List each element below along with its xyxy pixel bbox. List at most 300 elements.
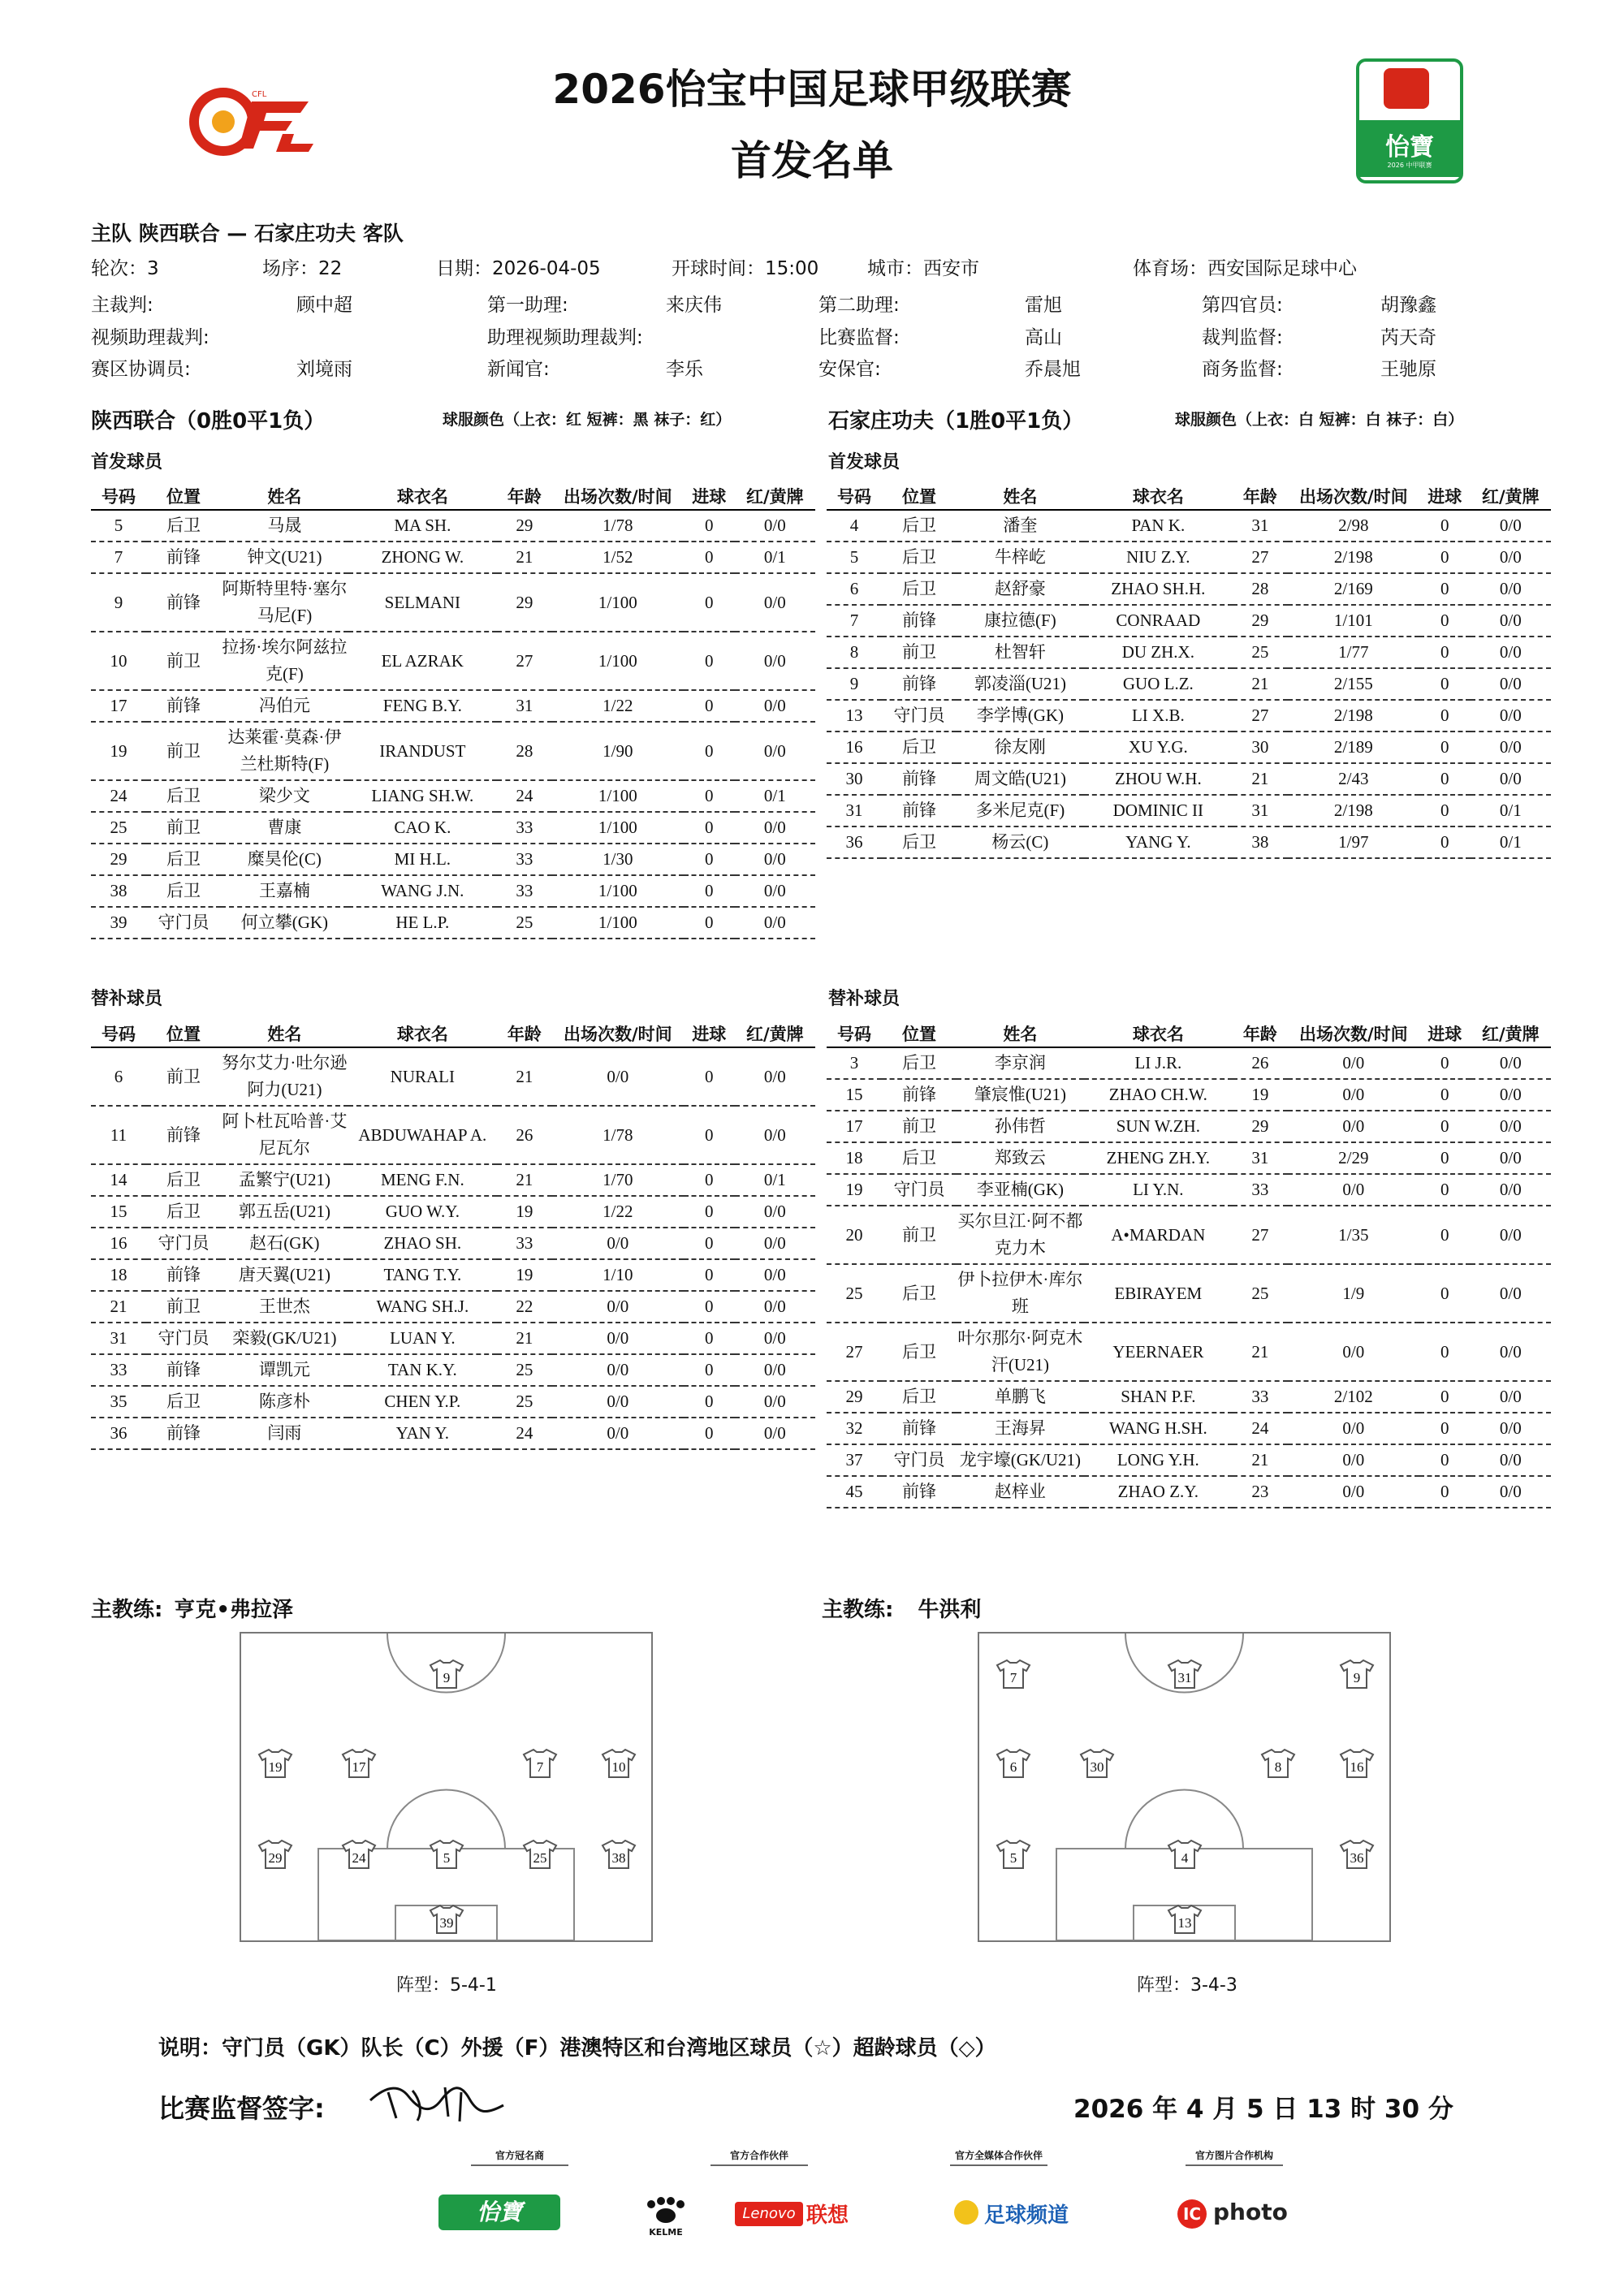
table-row bbox=[827, 1111, 1551, 1142]
column-header: 出场次数/时间 bbox=[1288, 1021, 1419, 1047]
table-cell: 阿卜杜瓦哈普·艾尼瓦尔 bbox=[221, 1106, 348, 1164]
table-cell: 冯伯元 bbox=[221, 690, 348, 722]
sponsor-category: 官方全媒体合作伙伴 bbox=[954, 2150, 1043, 2161]
column-header: 进球 bbox=[1419, 1021, 1471, 1047]
table-cell: 1/100 bbox=[552, 632, 684, 690]
jersey-icon bbox=[996, 1659, 1031, 1690]
home-subs-table bbox=[91, 1021, 815, 1450]
jersey-icon bbox=[522, 1839, 558, 1870]
table-cell: 多米尼克(F) bbox=[957, 795, 1084, 826]
table-row bbox=[91, 1196, 815, 1228]
table-row bbox=[91, 875, 815, 907]
table-cell: 0/0 bbox=[1288, 1174, 1419, 1206]
table-cell: 0 bbox=[684, 573, 735, 632]
table-row bbox=[827, 1206, 1551, 1264]
table-cell: 0/0 bbox=[552, 1291, 684, 1323]
table-cell: 31 bbox=[497, 690, 552, 722]
supervisor-signature bbox=[364, 2076, 510, 2126]
official-name: 顾中超 bbox=[296, 295, 352, 316]
table-row bbox=[91, 1106, 815, 1164]
table-row bbox=[91, 632, 815, 690]
table-cell: 0 bbox=[684, 1106, 735, 1164]
table-cell: 27 bbox=[827, 1323, 882, 1381]
table-cell: 18 bbox=[91, 1259, 146, 1291]
table-cell: 0/0 bbox=[735, 1047, 815, 1106]
table-cell: 0 bbox=[1419, 510, 1471, 542]
table-cell: 6 bbox=[91, 1047, 146, 1106]
column-header: 球衣名 bbox=[348, 1021, 497, 1047]
table-cell: 7 bbox=[827, 605, 882, 637]
home-coach-name: 亨克•弗拉泽 bbox=[174, 1598, 294, 1622]
table-cell: 前锋 bbox=[146, 1418, 221, 1449]
table-row bbox=[91, 542, 815, 573]
football-channel-icon bbox=[954, 2200, 978, 2225]
table-row bbox=[91, 907, 815, 939]
table-cell: 1/100 bbox=[552, 812, 684, 844]
table-cell: 0/0 bbox=[1288, 1079, 1419, 1111]
match-number: 场序：22 bbox=[262, 258, 343, 279]
table-cell: 前锋 bbox=[882, 1413, 957, 1444]
table-cell: 36 bbox=[827, 826, 882, 858]
table-cell: SELMANI bbox=[348, 573, 497, 632]
table-cell: 31 bbox=[91, 1323, 146, 1354]
table-cell: 后卫 bbox=[146, 844, 221, 875]
table-cell: 后卫 bbox=[146, 780, 221, 812]
jersey-icon bbox=[1339, 1659, 1375, 1690]
table-cell: EL AZRAK bbox=[348, 632, 497, 690]
table-cell: 0/0 bbox=[1471, 637, 1551, 668]
yibao-logo bbox=[1356, 58, 1463, 183]
table-cell: 0/1 bbox=[735, 1164, 815, 1196]
sponsor-lianxiang: 联想 bbox=[806, 2203, 849, 2228]
table-cell: 21 bbox=[1233, 1444, 1288, 1476]
table-cell: 0/0 bbox=[552, 1354, 684, 1386]
table-cell: LI X.B. bbox=[1084, 700, 1233, 732]
away-subs-table bbox=[827, 1021, 1551, 1508]
jersey-number: 24 bbox=[352, 1850, 366, 1866]
table-cell: DOMINIC II bbox=[1084, 795, 1233, 826]
table-cell: 0 bbox=[684, 1047, 735, 1106]
table-cell: 33 bbox=[91, 1354, 146, 1386]
table-row bbox=[91, 1259, 815, 1291]
table-cell: 糜昊伦(C) bbox=[221, 844, 348, 875]
jersey-number: 6 bbox=[1009, 1759, 1017, 1775]
home-coach-label: 主教练: bbox=[91, 1598, 163, 1622]
table-cell: 0 bbox=[684, 722, 735, 780]
table-cell: 后卫 bbox=[882, 542, 957, 573]
jersey-icon bbox=[1339, 1748, 1375, 1779]
column-header: 进球 bbox=[684, 1021, 735, 1047]
table-cell: 1/70 bbox=[552, 1164, 684, 1196]
table-cell: 20 bbox=[827, 1206, 882, 1264]
table-row bbox=[91, 1047, 815, 1106]
table-cell: ZHONG W. bbox=[348, 542, 497, 573]
table-row bbox=[827, 1413, 1551, 1444]
table-cell: 0/0 bbox=[1471, 1206, 1551, 1264]
table-cell: NURALI bbox=[348, 1047, 497, 1106]
table-cell: 郭凌淄(U21) bbox=[957, 668, 1084, 700]
table-cell: 9 bbox=[91, 573, 146, 632]
match-date: 日期：2026-04-05 bbox=[436, 258, 601, 279]
table-cell: 25 bbox=[91, 812, 146, 844]
table-cell: 栾毅(GK/U21) bbox=[221, 1323, 348, 1354]
table-cell: 15 bbox=[827, 1079, 882, 1111]
table-cell: 1/100 bbox=[552, 875, 684, 907]
table-cell: 0 bbox=[684, 875, 735, 907]
table-cell: FENG B.Y. bbox=[348, 690, 497, 722]
table-cell: 0 bbox=[684, 542, 735, 573]
table-header-row bbox=[827, 483, 1551, 510]
table-row bbox=[827, 1381, 1551, 1413]
column-header: 姓名 bbox=[221, 1021, 348, 1047]
official-role: 第一助理: bbox=[487, 295, 568, 316]
table-cell: WANG J.N. bbox=[348, 875, 497, 907]
jersey-icon bbox=[1167, 1659, 1203, 1690]
official-name: 雷旭 bbox=[1025, 295, 1062, 316]
jersey-number: 38 bbox=[611, 1850, 626, 1866]
sign-datetime: 2026 年 4 月 5 日 13 时 30 分 bbox=[1073, 2095, 1453, 2124]
kickoff-time: 开球时间：15:00 bbox=[672, 258, 819, 279]
table-cell: 后卫 bbox=[882, 1381, 957, 1413]
sponsor-category-rule bbox=[471, 2164, 568, 2166]
table-cell: 0/0 bbox=[1288, 1323, 1419, 1381]
table-cell: 27 bbox=[1233, 700, 1288, 732]
table-cell: 15 bbox=[91, 1196, 146, 1228]
jersey-icon bbox=[429, 1904, 464, 1935]
official-role: 安保官: bbox=[818, 359, 881, 380]
table-cell: 24 bbox=[1233, 1413, 1288, 1444]
column-header: 姓名 bbox=[957, 483, 1084, 510]
table-cell: 17 bbox=[91, 690, 146, 722]
table-cell: 25 bbox=[1233, 1264, 1288, 1323]
table-cell: 0 bbox=[1419, 1476, 1471, 1508]
table-cell: 前锋 bbox=[146, 1106, 221, 1164]
jersey-icon bbox=[1079, 1748, 1115, 1779]
home-starters-label: 首发球员 bbox=[91, 452, 163, 473]
table-cell: 25 bbox=[497, 1386, 552, 1418]
table-row bbox=[91, 1418, 815, 1449]
table-cell: 0 bbox=[684, 1164, 735, 1196]
sponsor-category: 官方合作伙伴 bbox=[729, 2150, 788, 2161]
table-cell: 1/35 bbox=[1288, 1206, 1419, 1264]
table-cell: 0 bbox=[1419, 605, 1471, 637]
table-cell: 9 bbox=[827, 668, 882, 700]
table-cell: 0/0 bbox=[1471, 605, 1551, 637]
jersey-icon bbox=[1167, 1839, 1203, 1870]
official-role: 主裁判: bbox=[91, 295, 153, 316]
table-cell: 35 bbox=[91, 1386, 146, 1418]
column-header: 位置 bbox=[882, 483, 957, 510]
kelme-text: KELME bbox=[649, 2227, 683, 2238]
jersey-number: 36 bbox=[1350, 1850, 1364, 1866]
column-header: 位置 bbox=[146, 1021, 221, 1047]
table-cell: 1/78 bbox=[552, 1106, 684, 1164]
table-cell: 徐友刚 bbox=[957, 732, 1084, 763]
table-row bbox=[827, 1323, 1551, 1381]
official-role: 裁判监督: bbox=[1202, 327, 1283, 348]
table-row bbox=[91, 1323, 815, 1354]
table-cell: 0 bbox=[1419, 1142, 1471, 1174]
yibao-logo-caption: 2026 中甲联赛 bbox=[1387, 162, 1432, 169]
table-row bbox=[91, 1386, 815, 1418]
official-role: 视频助理裁判: bbox=[91, 327, 209, 348]
jersey-icon bbox=[429, 1659, 464, 1690]
table-cell: 0/0 bbox=[1471, 1444, 1551, 1476]
document-subtitle: 首发名单 bbox=[731, 137, 893, 184]
home-coach bbox=[91, 1593, 293, 1623]
table-cell: 1/97 bbox=[1288, 826, 1419, 858]
cfl-logo bbox=[187, 85, 317, 158]
table-row bbox=[91, 1354, 815, 1386]
column-header: 姓名 bbox=[221, 483, 348, 510]
table-cell: 33 bbox=[497, 812, 552, 844]
table-cell: 21 bbox=[91, 1291, 146, 1323]
table-cell: 24 bbox=[497, 1418, 552, 1449]
table-row bbox=[827, 1444, 1551, 1476]
table-cell: 孟繁宁(U21) bbox=[221, 1164, 348, 1196]
away-coach bbox=[822, 1593, 981, 1623]
table-cell: 29 bbox=[827, 1381, 882, 1413]
table-cell: 后卫 bbox=[882, 1142, 957, 1174]
table-cell: 0/0 bbox=[1471, 1264, 1551, 1323]
table-cell: 0/0 bbox=[552, 1228, 684, 1259]
table-cell: 16 bbox=[91, 1228, 146, 1259]
table-cell: 王嘉楠 bbox=[221, 875, 348, 907]
table-cell: 李京润 bbox=[957, 1047, 1084, 1079]
column-header: 红/黄牌 bbox=[735, 483, 815, 510]
table-cell: 0/0 bbox=[1288, 1476, 1419, 1508]
jersey-number: 30 bbox=[1090, 1759, 1104, 1775]
signature-label: 比赛监督签字: bbox=[158, 2093, 325, 2124]
table-cell: LIANG SH.W. bbox=[348, 780, 497, 812]
table-row bbox=[827, 668, 1551, 700]
table-cell: 0/0 bbox=[735, 1291, 815, 1323]
table-cell: ZHAO SH. bbox=[348, 1228, 497, 1259]
table-cell: 0/0 bbox=[735, 1259, 815, 1291]
table-cell: YAN Y. bbox=[348, 1418, 497, 1449]
table-cell: 0/0 bbox=[735, 875, 815, 907]
table-cell: 杨云(C) bbox=[957, 826, 1084, 858]
table-cell: 0 bbox=[684, 1323, 735, 1354]
table-row bbox=[827, 1174, 1551, 1206]
table-cell: 8 bbox=[827, 637, 882, 668]
table-cell: 0 bbox=[684, 1386, 735, 1418]
table-cell: 0 bbox=[1419, 1206, 1471, 1264]
table-cell: LI J.R. bbox=[1084, 1047, 1233, 1079]
table-cell: 0/0 bbox=[1471, 1174, 1551, 1206]
column-header: 红/黄牌 bbox=[1471, 1021, 1551, 1047]
table-cell: 2/29 bbox=[1288, 1142, 1419, 1174]
table-cell: 守门员 bbox=[882, 1444, 957, 1476]
table-cell: 26 bbox=[497, 1106, 552, 1164]
table-cell: 0 bbox=[1419, 700, 1471, 732]
table-cell: 1/22 bbox=[552, 1196, 684, 1228]
column-header: 球衣名 bbox=[1084, 483, 1233, 510]
jersey-icon bbox=[341, 1839, 377, 1870]
table-cell: 肇宸惟(U21) bbox=[957, 1079, 1084, 1111]
table-cell: 33 bbox=[1233, 1174, 1288, 1206]
jersey-number: 10 bbox=[611, 1759, 626, 1775]
table-cell: 0/0 bbox=[1471, 510, 1551, 542]
table-cell: 28 bbox=[497, 722, 552, 780]
table-cell: 0 bbox=[1419, 637, 1471, 668]
table-cell: 前锋 bbox=[146, 542, 221, 573]
jersey-icon bbox=[1167, 1904, 1203, 1935]
jersey-number: 25 bbox=[533, 1850, 547, 1866]
table-cell: 郭五岳(U21) bbox=[221, 1196, 348, 1228]
jersey-icon bbox=[522, 1748, 558, 1779]
table-row bbox=[91, 690, 815, 722]
table-cell: 29 bbox=[497, 510, 552, 542]
official-name: 刘境雨 bbox=[296, 359, 352, 380]
sponsor-category: 官方图片合作机构 bbox=[1194, 2150, 1273, 2161]
table-cell: 1/52 bbox=[552, 542, 684, 573]
table-cell: 李学博(GK) bbox=[957, 700, 1084, 732]
table-cell: 19 bbox=[1233, 1079, 1288, 1111]
jersey-number: 19 bbox=[268, 1759, 283, 1775]
away-coach-name: 牛洪利 bbox=[918, 1598, 982, 1622]
table-cell: 后卫 bbox=[146, 510, 221, 542]
official-role: 新闻官: bbox=[487, 359, 550, 380]
table-cell: 0/0 bbox=[735, 573, 815, 632]
table-cell: 2/43 bbox=[1288, 763, 1419, 795]
table-cell: 1/77 bbox=[1288, 637, 1419, 668]
table-cell: 前卫 bbox=[146, 1047, 221, 1106]
table-cell: 0/0 bbox=[735, 1228, 815, 1259]
table-row bbox=[827, 700, 1551, 732]
table-cell: 1/100 bbox=[552, 573, 684, 632]
table-cell: 2/98 bbox=[1288, 510, 1419, 542]
table-row bbox=[827, 795, 1551, 826]
table-cell: YEERNAER bbox=[1084, 1323, 1233, 1381]
table-cell: 0/0 bbox=[552, 1323, 684, 1354]
sponsor-category-rule bbox=[950, 2164, 1047, 2166]
official-name: 王驰原 bbox=[1380, 359, 1436, 380]
table-cell: LI Y.N. bbox=[1084, 1174, 1233, 1206]
stadium: 体育场：西安国际足球中心 bbox=[1133, 258, 1357, 279]
document-title: 2026怡宝中国足球甲级联赛 bbox=[552, 66, 1072, 113]
table-cell: 0/0 bbox=[735, 1418, 815, 1449]
jersey-icon bbox=[601, 1839, 637, 1870]
table-cell: 0 bbox=[1419, 1079, 1471, 1111]
table-cell: ZHAO Z.Y. bbox=[1084, 1476, 1233, 1508]
table-cell: 30 bbox=[1233, 732, 1288, 763]
table-cell: 0 bbox=[684, 1259, 735, 1291]
table-cell: CAO K. bbox=[348, 812, 497, 844]
table-cell: 21 bbox=[1233, 668, 1288, 700]
table-cell: PAN K. bbox=[1084, 510, 1233, 542]
table-header-row bbox=[91, 483, 815, 510]
jersey-icon bbox=[257, 1839, 293, 1870]
table-row bbox=[827, 637, 1551, 668]
table-cell: 前锋 bbox=[882, 763, 957, 795]
table-cell: 牛梓屹 bbox=[957, 542, 1084, 573]
table-cell: MI H.L. bbox=[348, 844, 497, 875]
table-cell: 31 bbox=[827, 795, 882, 826]
table-cell: 梁少文 bbox=[221, 780, 348, 812]
official-name: 胡豫鑫 bbox=[1380, 295, 1436, 316]
table-row bbox=[827, 510, 1551, 542]
table-cell: GUO W.Y. bbox=[348, 1196, 497, 1228]
table-cell: 21 bbox=[497, 1164, 552, 1196]
table-cell: 0 bbox=[684, 1196, 735, 1228]
table-cell: YANG Y. bbox=[1084, 826, 1233, 858]
table-cell: 6 bbox=[827, 573, 882, 605]
table-cell: 1/22 bbox=[552, 690, 684, 722]
jersey-number: 9 bbox=[1353, 1670, 1361, 1685]
table-row bbox=[827, 826, 1551, 858]
table-cell: 后卫 bbox=[882, 510, 957, 542]
table-cell: 19 bbox=[497, 1196, 552, 1228]
table-cell: 0/1 bbox=[1471, 826, 1551, 858]
table-header-row bbox=[91, 1021, 815, 1047]
table-cell: 0 bbox=[1419, 1323, 1471, 1381]
table-cell: 李亚楠(GK) bbox=[957, 1174, 1084, 1206]
table-cell: 0/0 bbox=[552, 1418, 684, 1449]
sponsor-category-rule bbox=[710, 2164, 808, 2166]
table-cell: 37 bbox=[827, 1444, 882, 1476]
official-role: 赛区协调员: bbox=[91, 359, 191, 380]
jersey-icon bbox=[429, 1839, 464, 1870]
table-cell: 0 bbox=[684, 632, 735, 690]
table-cell: 21 bbox=[497, 1047, 552, 1106]
table-cell: 赵梓业 bbox=[957, 1476, 1084, 1508]
official-role: 比赛监督: bbox=[818, 327, 900, 348]
jersey-icon bbox=[1260, 1748, 1296, 1779]
table-cell: 孙伟哲 bbox=[957, 1111, 1084, 1142]
table-cell: 0/0 bbox=[1471, 1079, 1551, 1111]
column-header: 进球 bbox=[684, 483, 735, 510]
column-header: 出场次数/时间 bbox=[552, 1021, 684, 1047]
table-cell: 叶尔那尔·阿克木汗(U21) bbox=[957, 1323, 1084, 1381]
table-row bbox=[827, 1264, 1551, 1323]
table-cell: 0 bbox=[684, 1354, 735, 1386]
table-cell: 30 bbox=[827, 763, 882, 795]
jersey-number: 31 bbox=[1177, 1670, 1192, 1685]
table-cell: 0/1 bbox=[735, 542, 815, 573]
table-cell: 康拉德(F) bbox=[957, 605, 1084, 637]
table-cell: 21 bbox=[1233, 1323, 1288, 1381]
away-kit-colors: 球服颜色（上衣：白 短裤：白 袜子：白） bbox=[1175, 411, 1464, 429]
sponsor-football-channel: 足球频道 bbox=[984, 2203, 1069, 2228]
table-cell: 0 bbox=[1419, 1264, 1471, 1323]
jersey-number: 16 bbox=[1350, 1759, 1364, 1775]
table-cell: 0/0 bbox=[735, 844, 815, 875]
table-row bbox=[827, 1079, 1551, 1111]
table-cell: 0 bbox=[1419, 542, 1471, 573]
legend-note: 说明：守门员（GK）队长（C）外援（F）港澳特区和台湾地区球员（☆）超龄球员（◇） bbox=[158, 2036, 996, 2061]
table-cell: 唐天翼(U21) bbox=[221, 1259, 348, 1291]
table-cell: 后卫 bbox=[146, 1386, 221, 1418]
table-cell: 25 bbox=[497, 1354, 552, 1386]
column-header: 位置 bbox=[146, 483, 221, 510]
table-cell: 13 bbox=[827, 700, 882, 732]
table-cell: 1/90 bbox=[552, 722, 684, 780]
ic-photo-icon: IC bbox=[1177, 2199, 1207, 2229]
table-cell: ZHOU W.H. bbox=[1084, 763, 1233, 795]
table-cell: 0 bbox=[684, 690, 735, 722]
table-header-row bbox=[827, 1021, 1551, 1047]
table-cell: 伊卜拉伊木·库尔班 bbox=[957, 1264, 1084, 1323]
table-cell: 后卫 bbox=[146, 1196, 221, 1228]
table-cell: 0/0 bbox=[735, 1386, 815, 1418]
table-cell: XU Y.G. bbox=[1084, 732, 1233, 763]
table-cell: 3 bbox=[827, 1047, 882, 1079]
table-cell: LONG Y.H. bbox=[1084, 1444, 1233, 1476]
table-cell: 谭凯元 bbox=[221, 1354, 348, 1386]
table-cell: 前锋 bbox=[882, 795, 957, 826]
table-cell: 前卫 bbox=[882, 1206, 957, 1264]
